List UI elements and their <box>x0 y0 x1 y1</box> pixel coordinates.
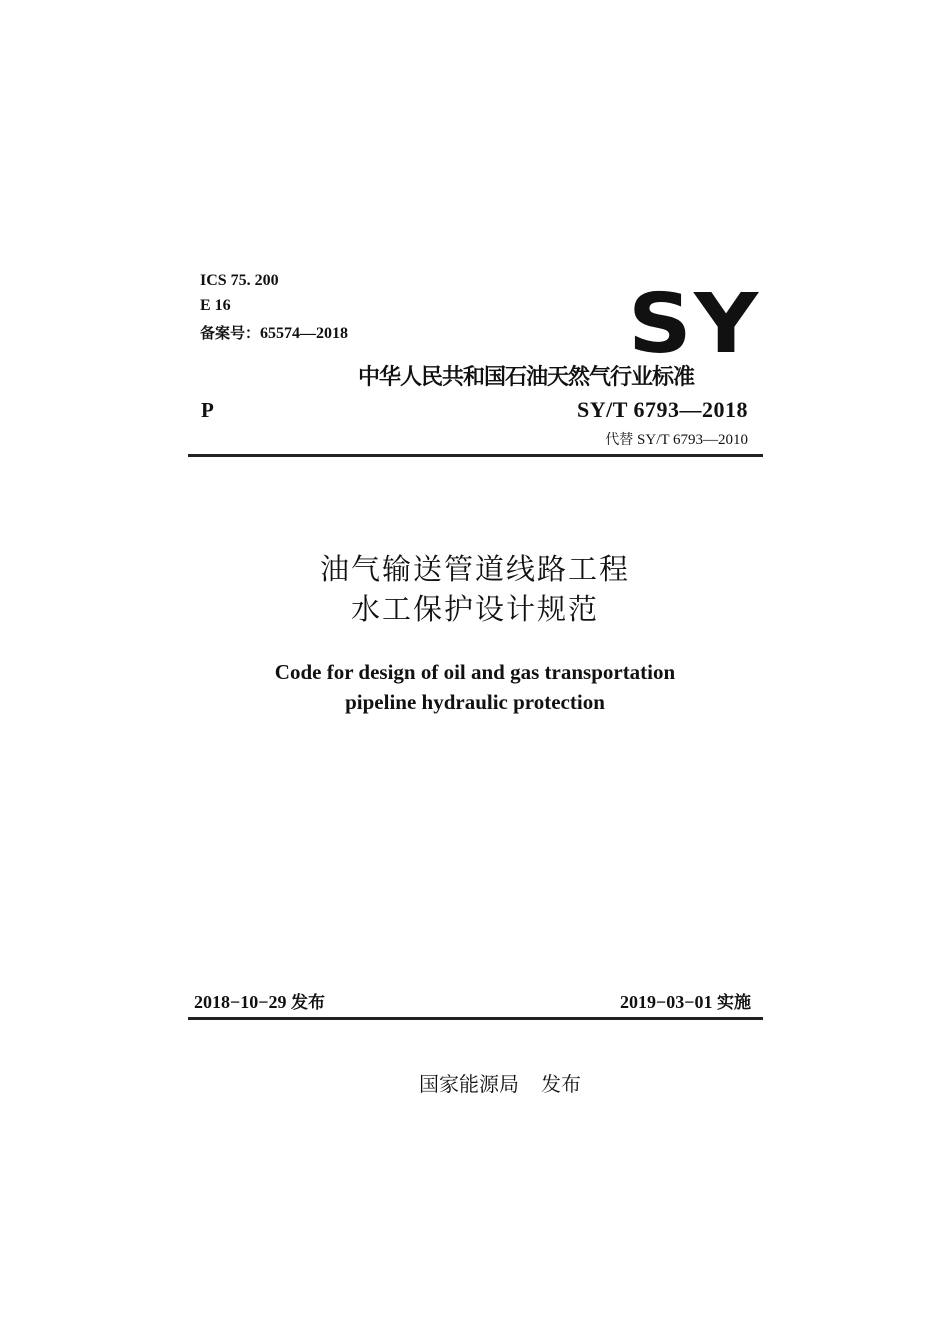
standard-type: 中华人民共和国石油天然气行业标准 <box>358 365 695 390</box>
ics-code: ICS 75. 200 <box>200 272 279 289</box>
bottom-divider <box>188 1017 763 1020</box>
issue-date <box>194 988 325 1013</box>
implementation-label: 实施 <box>717 993 751 1013</box>
top-divider <box>188 454 763 457</box>
replaces-value: SY/T 6793—2010 <box>633 432 748 448</box>
title-zh-line-2: 水工保护设计规范 <box>350 592 599 626</box>
category-code: P <box>201 398 214 422</box>
ccs-code: E 16 <box>200 297 231 314</box>
title-en-line-1: Code for design of oil and gas transportation <box>274 660 676 684</box>
issue-date-value: 2018−10−29 <box>194 992 287 1012</box>
filing-number <box>200 322 348 343</box>
standard-number: SY/T 6793—2018 <box>576 397 748 422</box>
replaces-note <box>605 429 748 449</box>
issuer-action: 发布 <box>541 1072 581 1096</box>
filing-label: 备案号： <box>200 324 261 342</box>
title-en-line-2: pipeline hydraulic protection <box>345 690 605 714</box>
implementation-date <box>620 988 751 1013</box>
title-zh-line-1: 油气输送管道线路工程 <box>319 552 630 586</box>
issuer <box>419 1068 581 1097</box>
issue-label: 发布 <box>291 993 326 1013</box>
replaces-label: 代替 <box>605 432 634 448</box>
implementation-date-value: 2019−03−01 <box>619 992 713 1012</box>
issuer-name: 国家能源局 <box>419 1072 519 1096</box>
filing-value: 65574—2018 <box>260 325 349 342</box>
sy-logo: SY <box>628 277 761 372</box>
